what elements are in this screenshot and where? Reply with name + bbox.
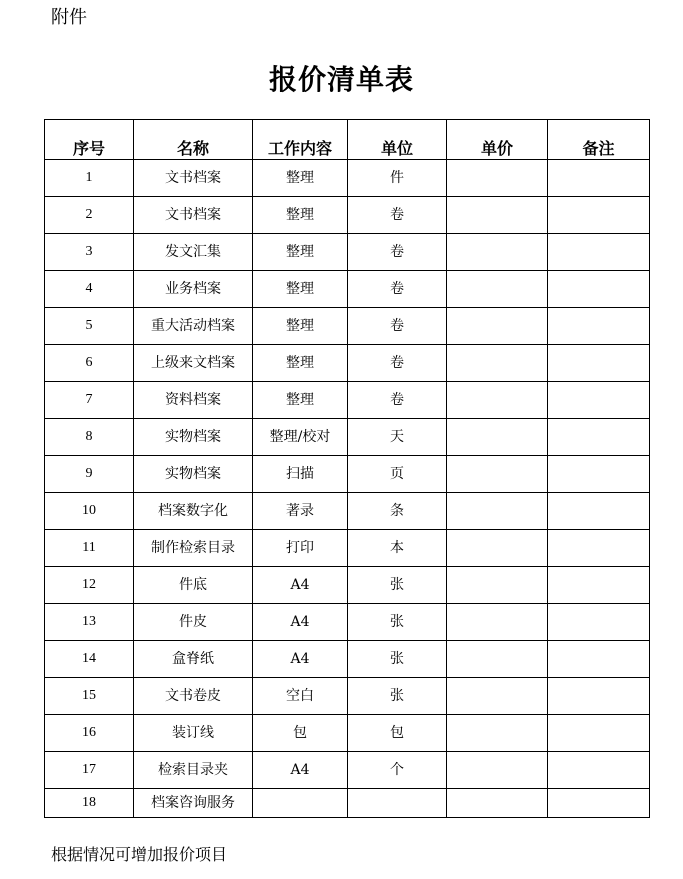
cell-work: 整理/校对 bbox=[253, 419, 348, 456]
cell-remark bbox=[548, 308, 650, 345]
cell-price bbox=[447, 789, 548, 818]
table-row bbox=[45, 197, 650, 234]
column-header-remark: 备注 bbox=[548, 120, 650, 160]
table-row bbox=[45, 456, 650, 493]
column-header-unit: 单位 bbox=[348, 120, 447, 160]
cell-remark bbox=[548, 419, 650, 456]
cell-work: A4 bbox=[253, 641, 348, 678]
cell-remark bbox=[548, 789, 650, 818]
table-row bbox=[45, 382, 650, 419]
cell-remark bbox=[548, 456, 650, 493]
cell-work: A4 bbox=[253, 604, 348, 641]
cell-name: 实物档案 bbox=[134, 419, 253, 456]
cell-price bbox=[447, 678, 548, 715]
cell-price bbox=[447, 271, 548, 308]
cell-remark bbox=[548, 382, 650, 419]
cell-price bbox=[447, 419, 548, 456]
cell-no: 18 bbox=[45, 789, 134, 818]
cell-name: 件底 bbox=[134, 567, 253, 604]
cell-name: 档案咨询服务 bbox=[134, 789, 253, 818]
table-row bbox=[45, 419, 650, 456]
table-row bbox=[45, 789, 650, 818]
cell-name: 重大活动档案 bbox=[134, 308, 253, 345]
cell-unit: 页 bbox=[348, 456, 447, 493]
column-header-work: 工作内容 bbox=[253, 120, 348, 160]
cell-no: 1 bbox=[45, 160, 134, 197]
cell-unit: 张 bbox=[348, 604, 447, 641]
table-row bbox=[45, 160, 650, 197]
cell-unit: 本 bbox=[348, 530, 447, 567]
table-row bbox=[45, 604, 650, 641]
cell-no: 2 bbox=[45, 197, 134, 234]
cell-remark bbox=[548, 752, 650, 789]
cell-remark bbox=[548, 678, 650, 715]
cell-remark bbox=[548, 271, 650, 308]
cell-no: 5 bbox=[45, 308, 134, 345]
cell-name: 文书卷皮 bbox=[134, 678, 253, 715]
cell-price bbox=[447, 493, 548, 530]
cell-work: 整理 bbox=[253, 345, 348, 382]
cell-unit: 条 bbox=[348, 493, 447, 530]
cell-remark bbox=[548, 604, 650, 641]
cell-no: 13 bbox=[45, 604, 134, 641]
table-row bbox=[45, 308, 650, 345]
cell-no: 15 bbox=[45, 678, 134, 715]
column-header-no: 序号 bbox=[45, 120, 134, 160]
table-row bbox=[45, 493, 650, 530]
cell-no: 4 bbox=[45, 271, 134, 308]
cell-no: 14 bbox=[45, 641, 134, 678]
cell-work: 整理 bbox=[253, 160, 348, 197]
cell-work: 整理 bbox=[253, 234, 348, 271]
cell-price bbox=[447, 530, 548, 567]
footnote: 根据情况可增加报价项目 bbox=[51, 845, 228, 864]
cell-name: 上级来文档案 bbox=[134, 345, 253, 382]
cell-work: 空白 bbox=[253, 678, 348, 715]
cell-name: 实物档案 bbox=[134, 456, 253, 493]
cell-remark bbox=[548, 715, 650, 752]
cell-unit: 卷 bbox=[348, 345, 447, 382]
cell-work: 整理 bbox=[253, 197, 348, 234]
cell-unit: 卷 bbox=[348, 271, 447, 308]
column-header-name: 名称 bbox=[134, 120, 253, 160]
cell-price bbox=[447, 752, 548, 789]
cell-remark bbox=[548, 345, 650, 382]
cell-unit bbox=[348, 789, 447, 818]
cell-unit: 张 bbox=[348, 641, 447, 678]
cell-unit: 张 bbox=[348, 567, 447, 604]
cell-price bbox=[447, 345, 548, 382]
cell-no: 9 bbox=[45, 456, 134, 493]
cell-price bbox=[447, 456, 548, 493]
cell-unit: 个 bbox=[348, 752, 447, 789]
quote-table bbox=[44, 119, 650, 818]
cell-work bbox=[253, 789, 348, 818]
cell-no: 8 bbox=[45, 419, 134, 456]
table-row bbox=[45, 752, 650, 789]
cell-unit: 件 bbox=[348, 160, 447, 197]
cell-no: 17 bbox=[45, 752, 134, 789]
table-row bbox=[45, 641, 650, 678]
cell-work: 扫描 bbox=[253, 456, 348, 493]
cell-no: 16 bbox=[45, 715, 134, 752]
cell-work: 包 bbox=[253, 715, 348, 752]
table-row bbox=[45, 345, 650, 382]
cell-remark bbox=[548, 641, 650, 678]
cell-name: 资料档案 bbox=[134, 382, 253, 419]
cell-unit: 卷 bbox=[348, 234, 447, 271]
cell-remark bbox=[548, 530, 650, 567]
cell-price bbox=[447, 197, 548, 234]
cell-name: 发文汇集 bbox=[134, 234, 253, 271]
cell-work: 整理 bbox=[253, 271, 348, 308]
table-row bbox=[45, 271, 650, 308]
cell-price bbox=[447, 160, 548, 197]
table-row bbox=[45, 715, 650, 752]
cell-no: 3 bbox=[45, 234, 134, 271]
cell-remark bbox=[548, 493, 650, 530]
page-title: 报价清单表 bbox=[268, 63, 414, 96]
cell-name: 档案数字化 bbox=[134, 493, 253, 530]
cell-unit: 卷 bbox=[348, 308, 447, 345]
table-row bbox=[45, 530, 650, 567]
cell-name: 文书档案 bbox=[134, 197, 253, 234]
cell-price bbox=[447, 604, 548, 641]
cell-name: 装订线 bbox=[134, 715, 253, 752]
cell-remark bbox=[548, 567, 650, 604]
cell-unit: 包 bbox=[348, 715, 447, 752]
cell-no: 11 bbox=[45, 530, 134, 567]
attachment-label: 附件 bbox=[51, 7, 87, 28]
cell-unit: 卷 bbox=[348, 382, 447, 419]
cell-price bbox=[447, 308, 548, 345]
table-row bbox=[45, 234, 650, 271]
cell-name: 文书档案 bbox=[134, 160, 253, 197]
cell-work: 整理 bbox=[253, 308, 348, 345]
cell-price bbox=[447, 567, 548, 604]
cell-name: 盒脊纸 bbox=[134, 641, 253, 678]
cell-unit: 天 bbox=[348, 419, 447, 456]
cell-no: 10 bbox=[45, 493, 134, 530]
cell-remark bbox=[548, 234, 650, 271]
cell-price bbox=[447, 641, 548, 678]
cell-name: 制作检索目录 bbox=[134, 530, 253, 567]
cell-work: A4 bbox=[253, 752, 348, 789]
cell-price bbox=[447, 715, 548, 752]
table-row bbox=[45, 567, 650, 604]
cell-unit: 张 bbox=[348, 678, 447, 715]
cell-no: 12 bbox=[45, 567, 134, 604]
cell-name: 件皮 bbox=[134, 604, 253, 641]
cell-no: 7 bbox=[45, 382, 134, 419]
cell-unit: 卷 bbox=[348, 197, 447, 234]
cell-work: 打印 bbox=[253, 530, 348, 567]
cell-price bbox=[447, 234, 548, 271]
cell-work: 整理 bbox=[253, 382, 348, 419]
cell-no: 6 bbox=[45, 345, 134, 382]
cell-name: 业务档案 bbox=[134, 271, 253, 308]
cell-price bbox=[447, 382, 548, 419]
cell-name: 检索目录夹 bbox=[134, 752, 253, 789]
cell-remark bbox=[548, 160, 650, 197]
cell-remark bbox=[548, 197, 650, 234]
table-header-row bbox=[45, 120, 650, 160]
table-row bbox=[45, 678, 650, 715]
column-header-price: 单价 bbox=[447, 120, 548, 160]
cell-work: 著录 bbox=[253, 493, 348, 530]
cell-work: A4 bbox=[253, 567, 348, 604]
